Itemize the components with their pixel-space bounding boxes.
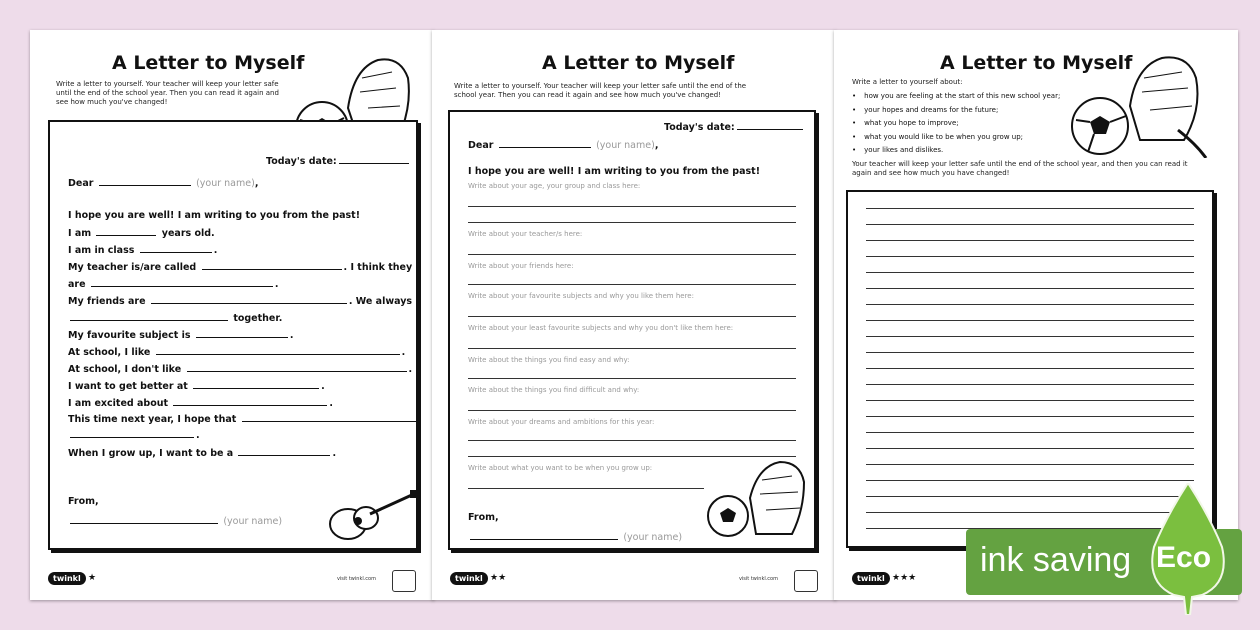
ink-saving-label: ink saving xyxy=(980,541,1132,579)
football-boots-illustration xyxy=(704,458,810,546)
list-item: • what you would like to be when you grow up; xyxy=(852,131,1060,145)
name-blank[interactable] xyxy=(499,138,591,148)
letter-box: Today's date: Dear (your name), I hope you are well! I am writing to you from the past! I am years old. I am in class . My teacher is/are called . I think they are . My friends are . We always together. My favourite subject is . At school, I like . At school, I don't like . I want to get better at . I am excited about . This time next year, I hope that . When I grow up, I want to be a . From, (your name) xyxy=(48,120,418,550)
list-item: • what you hope to improve; xyxy=(852,117,1060,131)
list-item: • your hopes and dreams for the future; xyxy=(852,104,1060,118)
age-blank[interactable] xyxy=(96,226,156,236)
activity-blank[interactable] xyxy=(70,311,228,321)
worksheet-title: A Letter to Myself xyxy=(940,52,1133,74)
dear-label: Dear xyxy=(68,178,94,189)
visit-link[interactable]: visit twinkl.com xyxy=(738,576,778,582)
name-blank[interactable] xyxy=(99,176,191,186)
twinkl-logo: twinkl xyxy=(852,572,890,585)
worksheet-intro: Write a letter to yourself. Your teacher will keep your letter safe until the end of the school year. Then you can read it again and see how much you've changed! xyxy=(56,80,279,106)
difficulty-stars: ★★ xyxy=(490,573,507,583)
hope-blank-2[interactable] xyxy=(70,428,194,438)
worksheet-title: A Letter to Myself xyxy=(542,52,735,74)
football-boots-illustration xyxy=(1066,50,1214,158)
prompt-difficult: Write about the things you find difficult and why: xyxy=(468,386,640,394)
from-label: From, xyxy=(68,496,99,507)
prompt-dreams: Write about your dreams and ambitions for this year: xyxy=(468,418,655,426)
excited-blank[interactable] xyxy=(173,396,327,406)
prompt-age: Write about your age, your group and class here: xyxy=(468,182,641,190)
date-blank[interactable] xyxy=(737,120,803,130)
hope-blank[interactable] xyxy=(242,412,418,422)
worksheet-2 xyxy=(432,30,836,600)
twinkl-logo: twinkl xyxy=(450,572,488,585)
list-item: • your likes and dislikes. xyxy=(852,144,1060,158)
date-label: Today's date: xyxy=(266,156,337,167)
worksheet-intro: Write a letter to yourself. Your teacher will keep your letter safe until the end of the school year. Then you can read it again and see how much you've changed! xyxy=(454,82,747,99)
teacher-blank[interactable] xyxy=(202,260,342,270)
eco-label: Eco xyxy=(1156,541,1212,574)
worksheet-outro: Your teacher will keep your letter safe until the end of the school year, and then you can read it again and see how much you have changed! xyxy=(852,160,1188,177)
friends-blank[interactable] xyxy=(151,294,347,304)
prompt-friends: Write about your friends here: xyxy=(468,262,574,270)
like-blank[interactable] xyxy=(156,345,400,355)
class-blank[interactable] xyxy=(140,243,212,253)
worksheet-intro: Write a letter to yourself about: xyxy=(852,78,963,86)
dear-label: Dear xyxy=(468,140,494,151)
teacher-description-blank[interactable] xyxy=(91,277,273,287)
prompt-teacher: Write about your teacher/s here: xyxy=(468,230,583,238)
list-item: • how you are feeling at the start of this new school year; xyxy=(852,90,1060,104)
difficulty-stars: ★★★ xyxy=(892,573,917,583)
hope-line: I hope you are well! I am writing to you from the past! xyxy=(468,166,761,177)
difficulty-stars: ★ xyxy=(88,573,97,583)
hope-line: I hope you are well! I am writing to you from the past! xyxy=(68,210,361,221)
visit-link[interactable]: visit twinkl.com xyxy=(336,576,376,582)
guitar-illustration xyxy=(326,490,422,544)
signature-blank[interactable] xyxy=(70,514,218,524)
prompt-favourite: Write about your favourite subjects and why you like them here: xyxy=(468,292,694,300)
prompt-easy: Write about the things you find easy and why: xyxy=(468,356,630,364)
letter-box: Today's date: Dear (your name), I hope you are well! I am writing to you from the past! Write about your age, your group and class here: Write about your teacher/s here: Write about your friends here: Write about your favourite subjects and why you like them here: Write about your least favourite subjects and why you don't like them here: Write about the things you find easy and why: Write about the things you find difficult and why: Write about your dreams and ambitions for this year: Write about what you want to be when you grow up: From, (your name) xyxy=(448,110,816,550)
improve-blank[interactable] xyxy=(193,379,319,389)
quality-badge-icon xyxy=(392,570,416,592)
signature-blank[interactable] xyxy=(470,530,618,540)
date-blank[interactable] xyxy=(339,154,409,164)
dislike-blank[interactable] xyxy=(187,362,407,372)
subject-blank[interactable] xyxy=(196,328,288,338)
prompt-grow-up: Write about what you want to be when you grow up: xyxy=(468,464,653,472)
worksheet-title: A Letter to Myself xyxy=(112,52,305,74)
career-blank[interactable] xyxy=(238,446,330,456)
from-label: From, xyxy=(468,512,499,523)
bullet-list xyxy=(852,90,1060,158)
quality-badge-icon xyxy=(794,570,818,592)
prompt-least-favourite: Write about your least favourite subjects and why you don't like them here: xyxy=(468,324,734,332)
your-name-hint: (your name) xyxy=(196,178,255,189)
your-name-hint: (your name) xyxy=(223,516,283,527)
date-label: Today's date: xyxy=(664,122,735,133)
twinkl-logo: twinkl xyxy=(48,572,86,585)
worksheet-1 xyxy=(30,30,434,600)
